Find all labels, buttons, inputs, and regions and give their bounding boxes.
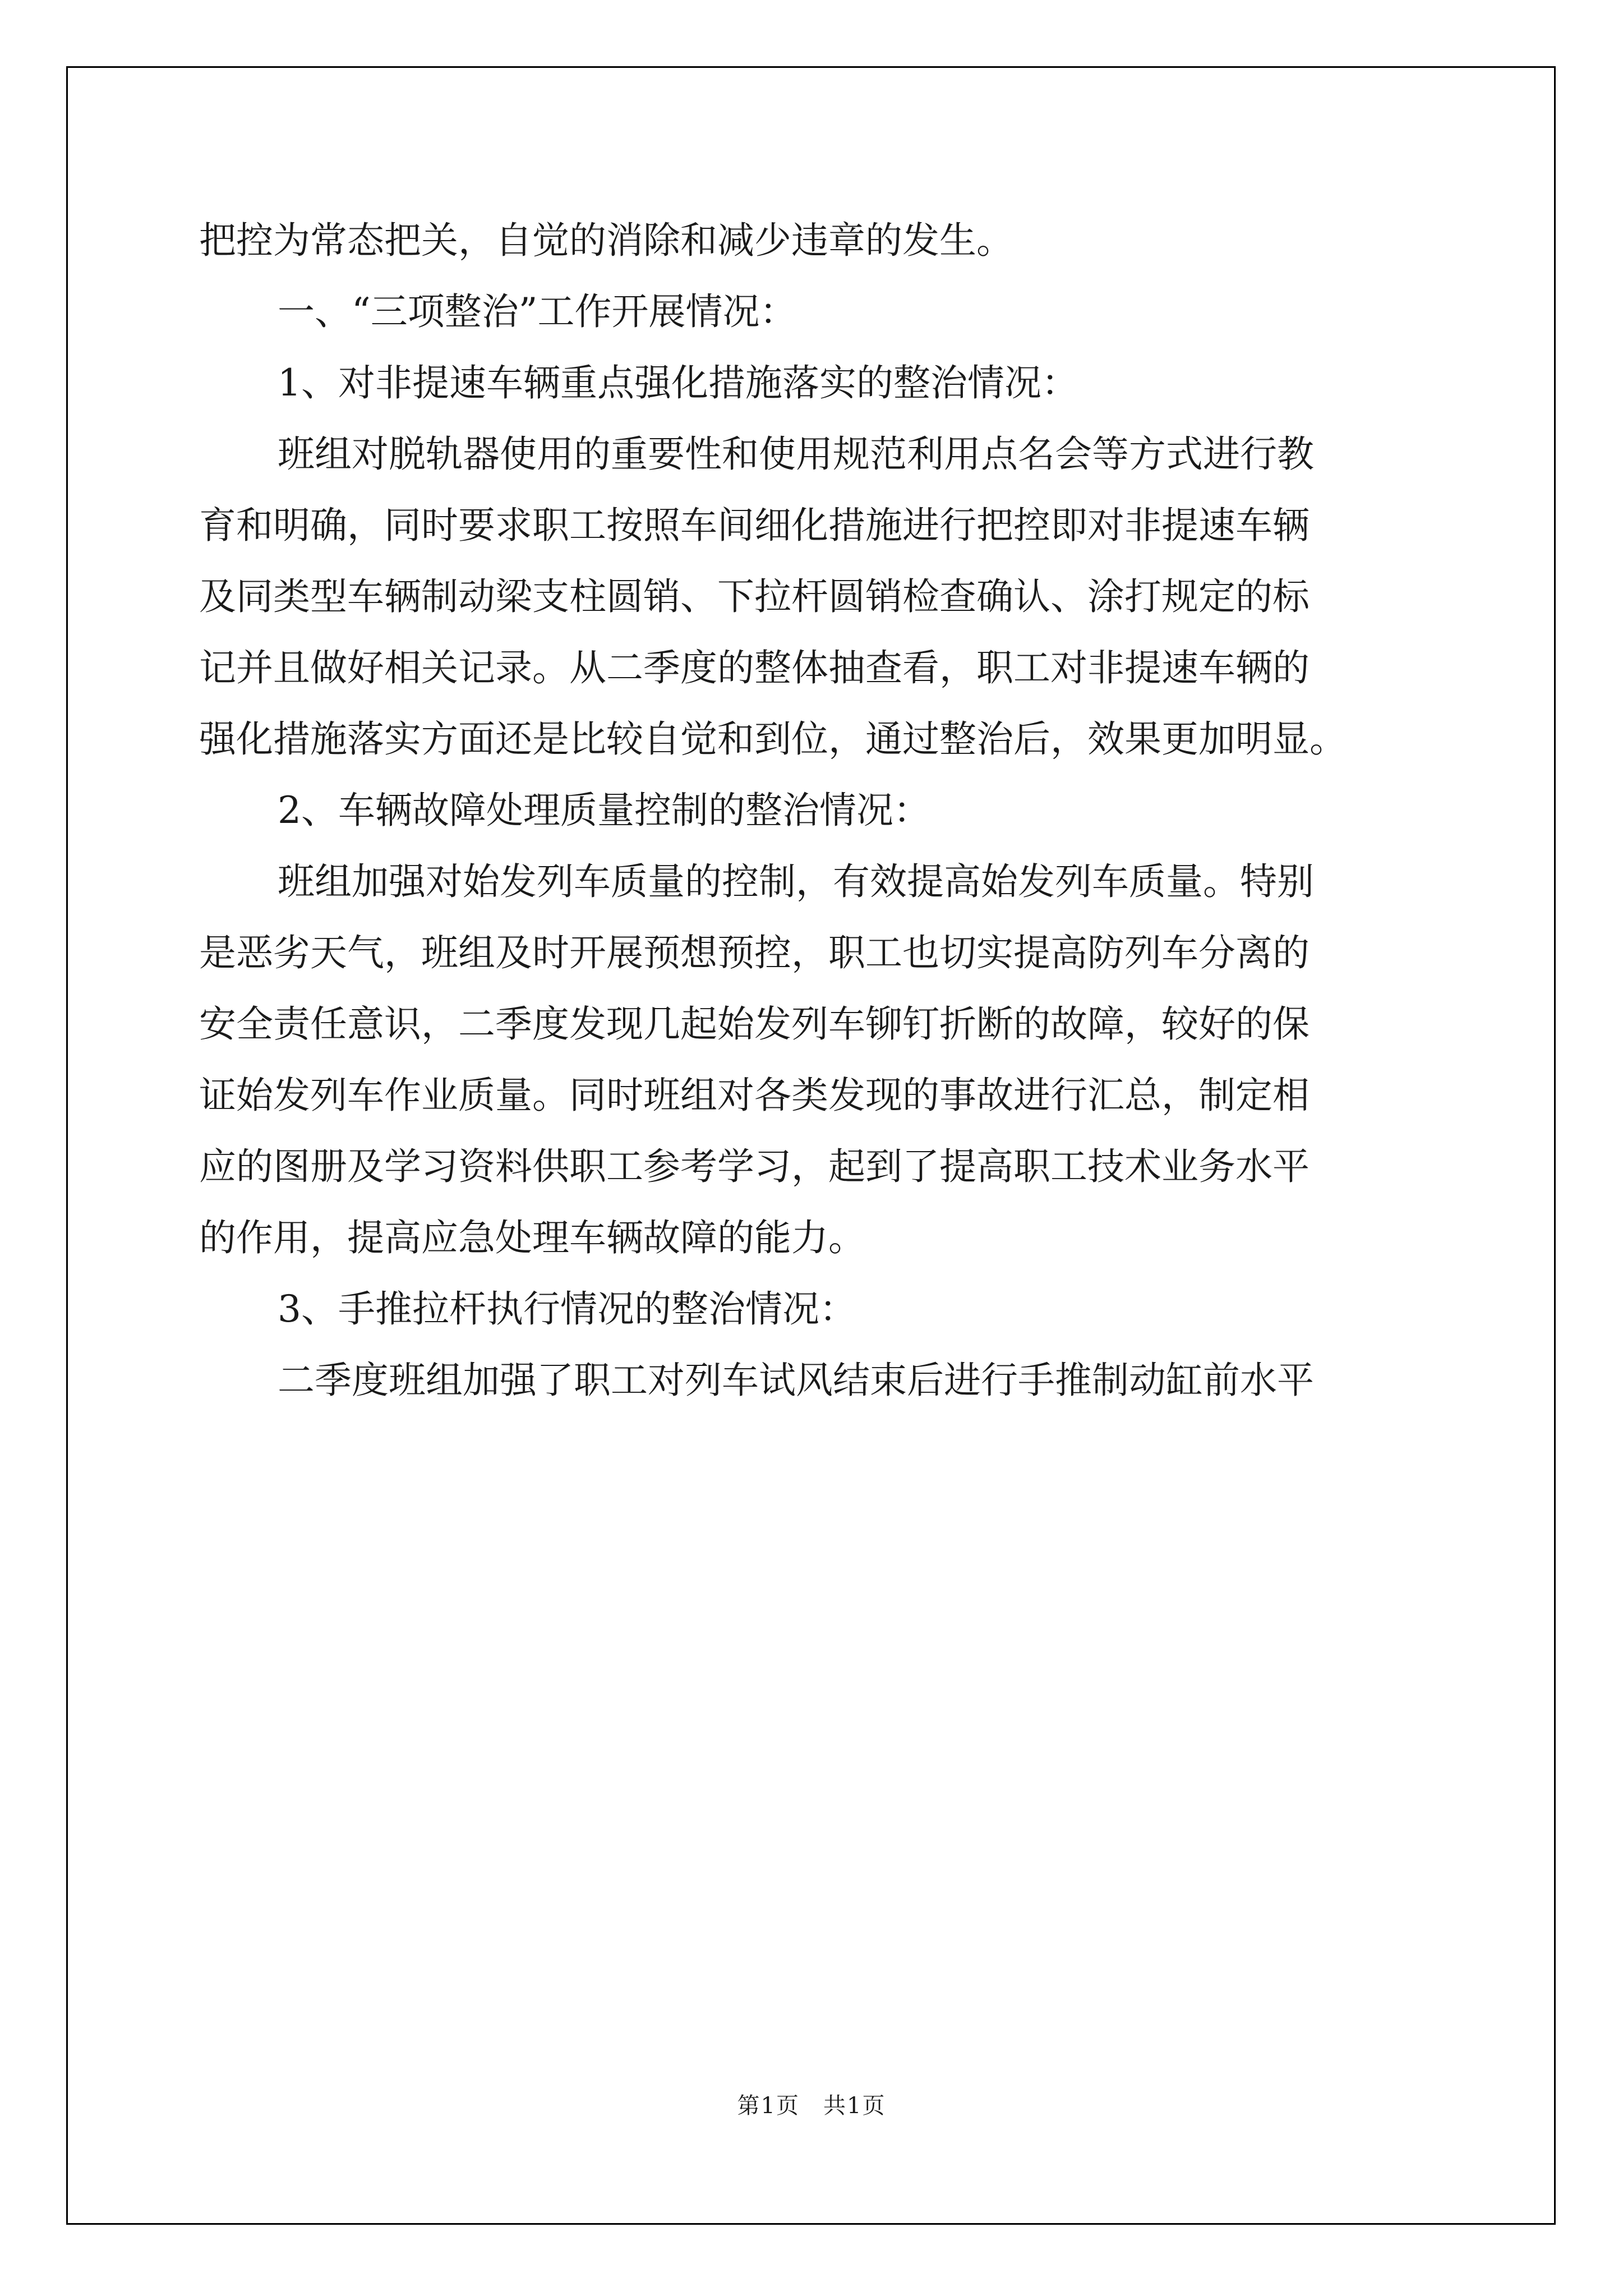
text-line: 二季度班组加强了职工对列车试风结束后进行手推制动缸前水平 [278, 1359, 1314, 1402]
document-body [199, 205, 1489, 1416]
text-line: 强化措施落实方面还是比较自觉和到位，通过整治后，效果更加明显。 [199, 717, 1347, 761]
paragraph [199, 418, 1489, 775]
text-line: 1、对非提速车辆重点强化措施落实的整治情况： [278, 361, 1078, 404]
subsection-heading [199, 1273, 1489, 1345]
text-line: 班组对脱轨器使用的重要性和使用规范利用点名会等方式进行教 [278, 432, 1314, 476]
text-line: 记并且做好相关记录。从二季度的整体抽查看，职工对非提速车辆的 [199, 646, 1310, 689]
page-number-footer: 第1页 共1页 [737, 2093, 886, 2119]
text-line: 及同类型车辆制动梁支柱圆销、下拉杆圆销检查确认、涂打规定的标 [199, 575, 1310, 618]
subsection-heading [199, 347, 1489, 418]
text-line: 把控为常态把关，自觉的消除和减少违章的发生。 [199, 219, 1013, 262]
paragraph [199, 1345, 1489, 1416]
text-line: 应的图册及学习资料供职工参考学习，起到了提高职工技术业务水平 [199, 1145, 1310, 1188]
text-line: 是恶劣天气，班组及时开展预想预控，职工也切实提高防列车分离的 [199, 931, 1310, 974]
section-heading [199, 276, 1489, 347]
text-line: 的作用，提高应急处理车辆故障的能力。 [199, 1216, 865, 1259]
text-line: 班组加强对始发列车质量的控制，有效提高始发列车质量。特别 [278, 860, 1314, 903]
text-line: 3、手推拉杆执行情况的整治情况： [278, 1287, 856, 1331]
paragraph [199, 846, 1489, 1273]
subsection-heading [199, 775, 1489, 846]
text-line: 一、“三项整治”工作开展情况： [278, 290, 797, 333]
paragraph [199, 205, 1489, 276]
text-line: 育和明确，同时要求职工按照车间细化措施进行把控即对非提速车辆 [199, 504, 1310, 547]
text-line: 证始发列车作业质量。同时班组对各类发现的事故进行汇总，制定相 [199, 1074, 1310, 1117]
text-line: 2、车辆故障处理质量控制的整治情况： [278, 789, 930, 832]
text-line: 安全责任意识，二季度发现几起始发列车铆钉折断的故障，较好的保 [199, 1002, 1310, 1046]
